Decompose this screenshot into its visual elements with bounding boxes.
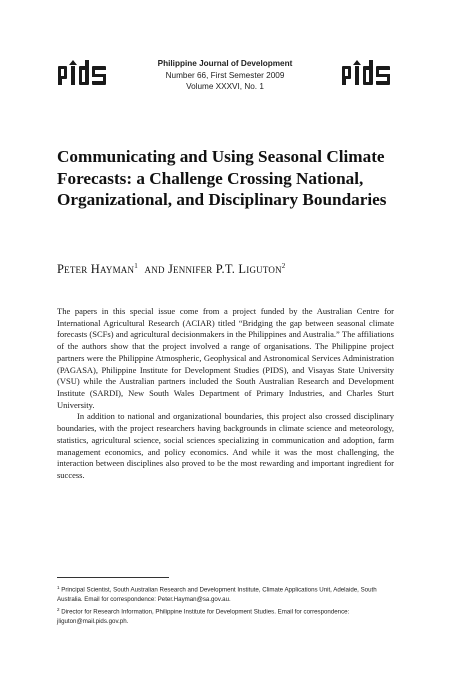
logo-caption: pids [83, 85, 85, 86]
journal-header [130, 58, 320, 93]
footnote [57, 605, 394, 627]
author-line [57, 262, 402, 277]
body-paragraph: In addition to national and organizational boundaries, this project also crossed disciplinary boundaries, with the project researchers having backgrounds in climate science and meteorology, statistics, agricultural science, social sciences specializing in communication and adoption, farm management economics, and policy economics. And while it was the most challenging, the interaction between disciplines also proved to be the most rewarding and important ingredient for success. [57, 411, 394, 481]
footnote-number: 1 [57, 585, 60, 590]
footnote-number: 2 [57, 606, 60, 612]
pids-logo-right [339, 60, 395, 86]
footnote-text: Director for Research Information, Philippine Institute for Development Studies. Email for correspondence: jliguton@mail.pids.gov.ph. [57, 608, 350, 625]
article-body [57, 306, 394, 482]
footnote-mark-1: 1 [134, 262, 138, 270]
journal-issue: Number 66, First Semester 2009 [165, 70, 285, 80]
author-conjunction: and [144, 262, 165, 276]
body-paragraph: The papers in this special issue come from a project funded by the Australian Centre for International Agricultural Research (ACIAR) titled “Bridging the gap between seasonal climate forecasts (SCFs) and agricultural decisionmakers in the Philippines and Australia.” The affiliations of the authors show that the project involved a range of organisations. The Philippine project partners were the Philippine Atmospheric, Geophysical and Astronomical Services Administration (PAGASA), Philippine Institute for Development Studies (PIDS), and Visayas State University (VSU) while the Australian partners included the South Australian Research and Development Institute (SARDI), New South Wales Department of Primary Industries, and Charles Sturt University. [57, 306, 394, 410]
journal-volume: Volume XXXVI, No. 1 [186, 82, 264, 91]
article-title: Communicating and Using Seasonal Climate Forecasts: a Challenge Crossing National, Organizational, and Disciplinary Boundaries [57, 147, 387, 210]
footnote [57, 583, 394, 605]
footnote-mark-2: 2 [281, 262, 286, 270]
pids-logo-left [55, 60, 111, 86]
journal-name: Philippine Journal of Development [157, 59, 293, 68]
footnote-divider [57, 577, 169, 578]
footnotes [57, 583, 394, 626]
author-name-1: Peter Hayman [57, 262, 135, 276]
footnote-text: Principal Scientist, South Australian Research and Development Institute, Climate Applications Unit, Adelaide, South Australia. Email for correspondence: Peter.Hayman@sa.gov.au. [57, 586, 377, 603]
author-name-2: Jennifer P.T. Liguton [167, 262, 282, 276]
